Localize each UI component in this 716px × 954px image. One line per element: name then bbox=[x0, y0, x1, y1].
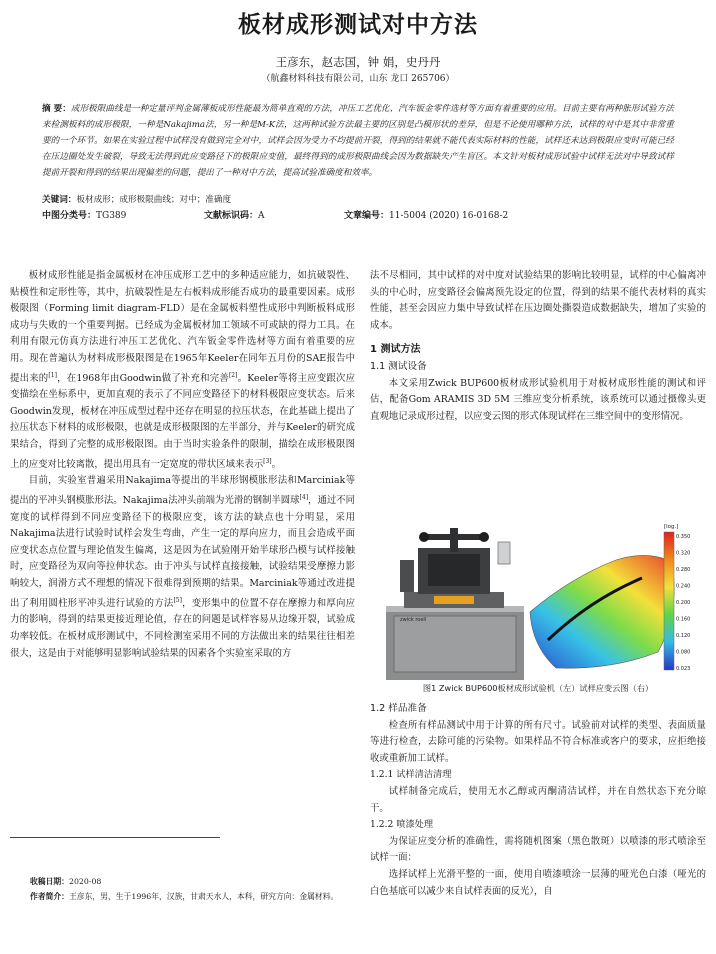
legend-tick-label: 0.080 bbox=[676, 649, 691, 656]
intro-paragraph-2: 目前，实验室普遍采用Nakajima等提出的半球形钢模胀形法和Marciniak等提出的平冲头钢模胀形法。Nakajima法冲头前端为光滑的钢制半圆球[4]，通过不同宽度的试样得到不同应变路径下的极限应变，该方法的缺点也十分明显，采用Nakajima法进行试验时试样会发生弯曲，产生一定的厚向应力，而且会造成平面应变状态点位置与理论值发生偏离，这是因为在试验刚开始半球形凸模与试样接触时，应变路径为双向等拉伸状态。由于冲头与试样直接接触，试验结果受摩擦力影响较大，润滑方式不理想的情况下很难得到预期的结果。Marciniak等通过改进提出了利用圆柱形平冲头进行试验的方法[5]，变形集中的位置不存在摩擦力和厚向应力的影响，得到的结果更接近理论值，存在的问题是试样容易从边缘开裂，试验成功率较低。在板材成形测试中，不同检测室采用不同的方法做出来的结果往往相差很大，这是由于对能够明显影响试验结果的因素各个实验室采取的方 bbox=[10, 475, 355, 659]
strain-cloud-illustration bbox=[530, 555, 674, 668]
section-1-2-2-heading: 1.2.2 喷漆处理 bbox=[370, 819, 434, 831]
section-1-2-heading: 1.2 样品准备 bbox=[370, 703, 427, 714]
legend-tick-label: 0.240 bbox=[676, 583, 691, 590]
abstract-label: 摘 要： bbox=[42, 104, 71, 114]
classification-line bbox=[42, 208, 674, 222]
legend-tick-label: 0.280 bbox=[676, 567, 691, 573]
sample-prep-paragraph: 检查所有样品测试中用于计算的所有尺寸。试验前对试样的类型、表面质量等进行检查，去除可能的污染物。如果样品不符合标准或客户的要求，应拒绝接收或重新加工试样。 bbox=[370, 719, 706, 764]
machine-brand-label: zwick roell bbox=[400, 617, 427, 623]
received-date: 收稿日期：2020-08 bbox=[30, 877, 102, 886]
figure-1 bbox=[380, 520, 696, 680]
document-code: 文献标识码：A bbox=[204, 211, 265, 221]
test-machine-illustration bbox=[386, 528, 524, 680]
strain-legend bbox=[664, 524, 690, 672]
legend-title: [log.] bbox=[664, 524, 679, 530]
legend-tick-label: 0.200 bbox=[676, 600, 691, 606]
equipment-paragraph: 本文采用Zwick BUP600板材成形试验机用于对板材成形性能的测试和评估，配备Gom ARAMIS 3D 5M 三维应变分析系统，该系统可以通过摄像头更直观地记录成形过程，以应变云图的形式体现试样在三维空间中的变形情况。 bbox=[370, 377, 706, 422]
paper-affiliation: （航鑫材料科技有限公司，山东 龙口 265706） bbox=[261, 74, 455, 84]
article-number: 文章编号：11-5004 (2020) 16-0168-2 bbox=[344, 211, 509, 221]
legend-tick-label: 0.120 bbox=[676, 633, 691, 639]
keywords bbox=[42, 193, 674, 207]
clc-number: 中图分类号：TG389 bbox=[42, 211, 127, 221]
section-1-heading: 1 测试方法 bbox=[370, 344, 421, 356]
footnote bbox=[30, 874, 350, 904]
keywords-text: 板材成形；成形极限曲线；对中；准确度 bbox=[76, 195, 232, 205]
section-1-1-heading: 1.1 测试设备 bbox=[370, 360, 427, 372]
legend-tick-label: 0.350 bbox=[676, 534, 691, 540]
legend-tick-label: 0.160 bbox=[676, 616, 691, 623]
left-column bbox=[10, 268, 355, 662]
legend-tick-label: 0.023 bbox=[676, 666, 691, 672]
painting-paragraph-1: 为保证应变分析的准确性，需将随机图案（黑色散斑）以喷漆的形式喷涂至试样一面： bbox=[370, 835, 706, 864]
continued-paragraph: 法不尽相同，其中试样的对中度对试验结果的影响比较明显，试样的中心偏离冲头的中心时，应变路径会偏离预先设定的位置，得到的结果不能代表材料的真实性能，甚至会因应力集中导致试样在压边圈处撕裂造成数据缺失，增加了实验的成本。 bbox=[370, 270, 706, 331]
intro-paragraph-1: 板材成形性能是指金属板材在冲压成形工艺中的多种适应能力，如抗破裂性、贴模性和定形性等，其中，抗破裂性是左右板料成形能否成功的最重要因素。成形极限图（Forming limit diagram-FLD）是在金属板料塑性成形中判断板料成形成功与失败的一个重要判据。已经成为金属板材加工领域不可或缺的得力工具。在利用有限元仿真方法进行冲压工艺优化、汽车钣金零件选材等方面有着重要的应用。现在普遍认为材料成形极限图是在1965年Keeler在同年五月份的SAE报告中提出来的[1]，在1968年由Goodwin做了补充和完善[2]。Keeler等将主应变跟次应变描绘在坐标系中，更加直观的表示了不同应变路径下的材料极限应变状态。后来Goodwin发现，板材在冲压成型过程中还存在明显的拉压状态，在此基础上提出了拉压状态下材料的成形极限，也就是成形极限图的左半部分，并与Keeler的研究成果结合，得到了完整的成形极限图。由于当时实验条件的限制，描绘在成形极限图上的应变对比较离散，提出用具有一定宽度的带状区域来表示[3]。 bbox=[10, 270, 355, 470]
right-column-bottom bbox=[370, 701, 706, 900]
footnote-rule bbox=[10, 837, 220, 838]
abstract-text: 成形极限曲线是一种定量评判金属薄板成形性能最为简单直观的方法，冲压工艺优化、汽车钣金零件选材等方面有着重要的应用。目前主要有两种胀形试验方法来检测板料的成形极限，一种是Nakajima法，另一种是M-K法，这两种试验方法最主要的区别是凸模形状的差异，但是不论使用哪种方法，试样的对中是其中非常重要的一个环节。如果在实验过程中试样没有做到完全对中，试样会因为受力不均提前开裂，得到的结果就不能代表实际材料的性能，试样还未达到极限应变时可能已经在压边圈处发生破裂，导致无法得到此应变路径下的极限应变值，最终得到的成形极限曲线会因为数据缺失产生盲区。本文针对板材成形试验中试样无法对中导致试样提前开裂和得到的结果出现偏差的问题，提出了一种对中方法，提高试验准确度和效率。 bbox=[42, 104, 674, 179]
right-column-top bbox=[370, 268, 706, 425]
painting-paragraph-2: 选择试样上光滑平整的一面，使用自喷漆喷涂一层薄的哑光色白漆（哑光的白色基底可以减少来自试样表面的反光），自 bbox=[370, 868, 706, 897]
figure-1-caption: 图1 Zwick BUP600板材成形试验机（左）试样应变云图（右） bbox=[422, 683, 654, 693]
legend-tick-label: 0.320 bbox=[676, 550, 691, 557]
section-1-2-1-heading: 1.2.1 试样清洁清理 bbox=[370, 769, 452, 781]
figure-1-image bbox=[380, 520, 696, 680]
keywords-label: 关键词： bbox=[42, 195, 77, 205]
paper-title: 板材成形测试对中方法 bbox=[238, 12, 478, 38]
cleaning-paragraph: 试样制备完成后，使用无水乙醇或丙酮清洁试样，并在自然状态下充分晾干。 bbox=[370, 785, 706, 814]
paper-authors: 王彦东，赵志国，钟 娟，史丹丹 bbox=[275, 55, 441, 69]
abstract bbox=[42, 101, 674, 181]
author-bio: 作者简介：王彦东，男，生于1996年，汉族，甘肃天水人，本科，研究方向：金属材料。 bbox=[30, 892, 339, 901]
